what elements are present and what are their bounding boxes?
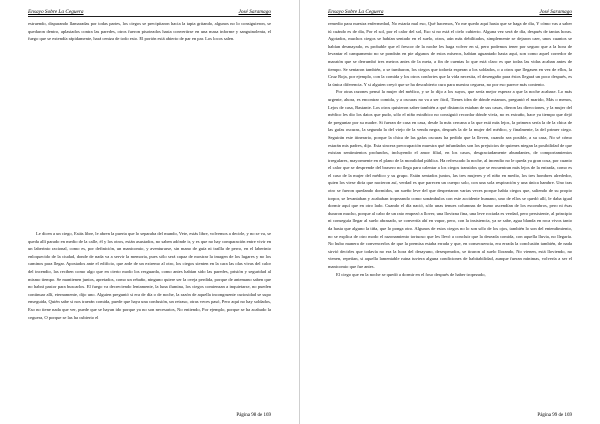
author-name: José Saramago xyxy=(539,9,572,15)
page-header xyxy=(28,5,271,17)
page-header xyxy=(328,5,572,17)
page-number: Página 98 de 169 xyxy=(236,413,271,418)
author-name: José Saramago xyxy=(238,9,271,15)
paragraph: estruendo, disparando llamaradas por todas partes, los ciegos se precipitaron hacia la tapia gritando, algunos no lo consiguieron, se quedaron dentro, aplastados contra las paredes, otros fueron pisoteados hasta convertirse en una masa informe y sanguinolenta, el fuego que se extendía rápidamente, hará ceniza de todo esto. El portón está abierto de par en par. Los locos salen. xyxy=(28,21,271,42)
paragraph: Por otras razones pensó la mujer del médico, y se lo dijo a los suyos, que sería mejor esperar a que la noche acabase. Lo más urgente, ahora, es encontrar comida, y a oscuras no va a ser fácil, Tienes idea de dónde estamos, preguntó el marido, Más o menos, Lejos de casa, Bastante. Los otros quisieron saber también a qué distancia estaban de sus casas, dieron las direcciones, y la mujer del médico les dio los datos que pudo, sólo el niño estrábico no consiguió recordar dónde vivía, no es extraño, hace ya tiempo que dejó de preguntar por su madre. Si fueran de casa en casa, desde la más cercana a la que está más lejos, la primera sería la de la chica de las gafas oscuras, la segunda la del viejo de la venda negra, después la de la mujer del médico, y finalmente, la del primer ciego. Seguirán este itinerario, porque la chica de las gafas oscuras ha pedido que la lleven, cuando sea posible, a su casa, No sé cómo estarán mis padres, dijo. Esta sincera preocupación muestra qué infundados son los prejuicios de quienes niegan la posibilidad de que existan sentimientos profundos, incluyendo el amor filial, en los casos, desgraciadamente abundantes, de comportamientos irregulares, mayormente en el plano de la moralidad pública. Ha refrescado la noche, al incendio no le queda ya gran cosa, por cuanto el calor que se desprende del brasero no llega para calentar a los ciegos transidos que se encuentran más lejos de la entrada, como es el caso de la mujer del médico y su grupo. Están sentados juntos, las tres mujeres y el niño en medio, los tres hombres alrededor, quien los viese diría que nacieron así, verdad es que parecen un cuerpo solo, con una sola respiración y una única hambre. Uno tras otro se fueron quedando dormidos, un sueño leve del que despertaron varias veces porque había ciegos que, saliendo de su propio torpor, se levantaban y acababan tropezando como sonámbulos con este accidente humano, uno de ellos se quedó allí, le daba igual dormir aquí que en otro lado. Cuando el día nació, sólo unas tenues columnas de humo ascendían de los escombros, pero ni ésas duraron mucho, porque al cabo de un rato empezó a llover, una llovizna fina, una leve rociada es verdad, pero persistente, al principio ni conseguía llegar al suelo abrasado, se convertía ahí en vapor, pero, con la insistencia, ya se sabe, agua blanda en roca vivos tanto da hasta que alguno la tiña, que lo ponga otro. Algunos de estos ciegos no lo son sólo de los ojos, también lo son del entendimiento, no se explica de otro modo el razonamiento tortuoso que les llevó a concluir que la deseada comida, con aquella lluvia, no llegaría. No hubo manera de convencerlos de que la premisa estaba errada y que, en consecuencia, era errada la conclusión también, de nada sirvió decirles que todavía no era la hora del desayuno, desesperados, se tiraron al suelo llorando, No vienen, está lloviendo, no vienen, repetían, si aquella lamentable ruina tuviera alguna condiciones de habitabilidad, aunque fueran mínimas, volvería a ser el manicomio que fue antes. xyxy=(328,89,572,269)
text-block-main xyxy=(328,20,572,278)
right-page xyxy=(300,0,600,424)
text-block-top xyxy=(28,20,271,43)
book-title: Ensayo Sobre La Ceguera xyxy=(28,9,84,15)
book-title: Ensayo Sobre La Ceguera xyxy=(328,9,384,15)
page-number: Página 99 de 169 xyxy=(537,413,572,418)
paragraph: Le dicen a un ciego, Estás libre, le abren la puerta que lo separaba del mundo, Vete, estás libre, volvemos a decirle, y no se va, se queda allí parado en medio de la calle, él y los otros, están asustados, no saben adónde ir, y es que no hay comparación entre vivir en un laberinto racional, como es, por definición, un manicomio, y aventurarse, sin mano de guía ni traílla de perro, en el laberinto enloquecido de la ciudad, donde de nada va a servir la memoria, pues sólo será capaz de mostrar la imagen de los lugares y no los caminos para llegar. Apostados ante el edificio, que arde de un extremo al otro, los ciegos sienten en la cara las olas vivas del calor del incendio, las reciben como algo que en cierto modo los resguarda, como antes habían sido las paredes, prisión y seguridad al mismo tiempo. Se mantienen juntos, apretados, como un rebaño, ninguno quiere ser la oveja perdida, porque de antemano saben que no habrá pastor para buscarlos. El fuego va decreciendo lentamente, la luna ilumina, los ciegos comienzan a inquietarse, no pueden continuar allí, eternamente, dijo uno. Alguien preguntó si era de día o de noche, la razón de aquella incongruente curiosidad se supo enseguida, Quién sabe si nos traerán comida, puede que haya una confusión, un retraso, otras veces pasó, Pero aquí no hay soldados, Eso no tiene nada que ver, puede que se hayan ido porque ya no son necesarios, No entiendo, Por ejemplo, porque se ha acabado la ceguera, O porque se las ha cubierto el xyxy=(28,231,271,320)
paragraph: El ciego que en la noche se quedó a dormir en el foso después de haber tropezado, xyxy=(336,271,486,277)
paragraph: remedio para nuestra enfermedad, No estaría mal eso, Qué hacemos, Yo me quedo aquí hasta que se haga de día, Y cómo vas a saber tú cuándo es de día, Por el sol, por el calor del sol, Eso si no está el cielo cubierto. Alguna vez será de día, después de tantas horas. Agotados, muchos ciegos se habían sentado en el suelo, otros, aún más debilitados, simplemente se dejaron caer, unos cuantos se habían desmayado, es probable que el frescor de la noche les haga volver en sí, pero podemos tener por seguro que a la hora de levantar el campamento no se pondrán en pie algunos de estos míseros, habían aguantado hasta aquí, son como aquel corredor de maratón que se derrumbó tres metros antes de la meta, a fin de cuentas lo que está claro es que todas las vidas acaban antes de tiempo. Se sentaron también, o se tumbaron, los ciegos que todavía esperan a los soldados, o a otros que llegasen en vez de ellos, la Cruz Roja, por ejemplo, con la comida y los otros confortes que la vida necesita, el desengaño para éstos llegará un poco después, es la única diferencia. Y si alguien creyó que se ha descubierto cura para nuestra ceguera, no por eso parece más contento. xyxy=(328,21,572,87)
text-block-bottom xyxy=(28,230,271,321)
